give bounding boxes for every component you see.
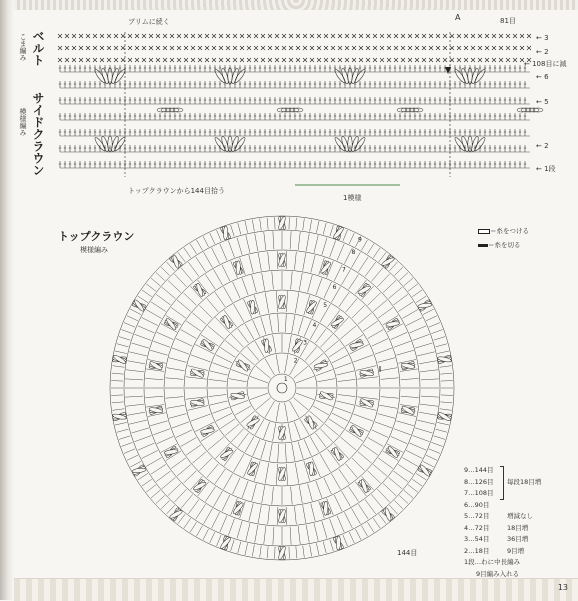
book-gutter-shadow (0, 0, 14, 600)
legend-attach: ＝糸をつける (478, 226, 529, 235)
bottom-lace-border (14, 578, 578, 601)
row-label-5: ← 5 (536, 98, 549, 106)
increase-brace (500, 466, 504, 500)
belt-stitch-count: 81目 (500, 17, 516, 25)
legend-cut: ＝糸を切る (478, 240, 521, 249)
round-number-8: 8 (351, 248, 356, 256)
round-number-4: 4 (312, 322, 317, 330)
top-crown-chart (92, 198, 472, 578)
side-crown-title: サイドクラウン (31, 92, 45, 176)
round-number-9: 9 (358, 236, 362, 244)
increase-row: 2…18目 9目増 (464, 546, 525, 555)
magic-ring (277, 383, 287, 393)
attach-yarn-icon (478, 229, 490, 234)
cut-yarn-icon (478, 244, 488, 247)
crown-round-1 (268, 374, 296, 402)
round-number-6: 6 (332, 284, 337, 292)
row-label-3: ← 3 (536, 34, 549, 42)
increase-row: 9…144目 (464, 466, 494, 474)
belt-row-2 (58, 46, 531, 50)
round-number-5: 5 (323, 301, 328, 309)
increase-row: 8…126目 毎段18目増 (464, 477, 542, 486)
page-number: 13 (557, 583, 568, 592)
increase-row: 3…54目 36目増 (464, 535, 529, 543)
row-label-2: ← 2 (536, 48, 549, 56)
increase-row: 4…72目 18目増 (464, 523, 529, 532)
increase-row: 9目編み入れる (476, 569, 520, 578)
row-label-1: ← 108目に減 (524, 60, 567, 68)
side-crown-chart (50, 12, 560, 187)
row-label-6: ← 6 (536, 73, 549, 81)
row-label-side-2: ← 2 (536, 142, 549, 150)
belt-row-3 (58, 34, 531, 38)
increase-row: 5…72目 増減なし (464, 512, 533, 520)
increase-row: 6…90目 (464, 500, 490, 509)
round-number-3: 3 (303, 339, 307, 347)
row-label-side-1: ← 1段 (536, 165, 556, 173)
belt-row-1 (58, 58, 531, 62)
belt-title: ベルト (31, 30, 45, 66)
side-crown-rows (59, 65, 530, 168)
top-crown-title: トップクラウン (58, 230, 135, 243)
round-number-2: 2 (293, 357, 298, 365)
round-number-7: 7 (342, 266, 346, 274)
round-number-1: 1 (283, 375, 288, 383)
top-lace-border (14, 0, 578, 10)
pickup-note: トップクラウンから144目拾う (128, 187, 225, 195)
side-crown-subtitle: 模様編み (19, 108, 27, 136)
belt-subtitle: こま編み (19, 33, 27, 61)
crown-stitches (111, 217, 453, 559)
repeat-label: 1模様 (343, 194, 362, 202)
brim-note: ブリムに続く (128, 18, 170, 26)
increase-row: 7…108目 (464, 489, 494, 497)
shell-motifs (94, 68, 543, 153)
increase-row: 1段…わに中長編み (464, 558, 521, 566)
top-crown-subtitle: 模様編み (80, 246, 108, 254)
marker-a: A (455, 13, 461, 22)
top-crown-stitch-count: 144目 (397, 549, 418, 557)
crown-leaf-motifs (112, 216, 452, 561)
